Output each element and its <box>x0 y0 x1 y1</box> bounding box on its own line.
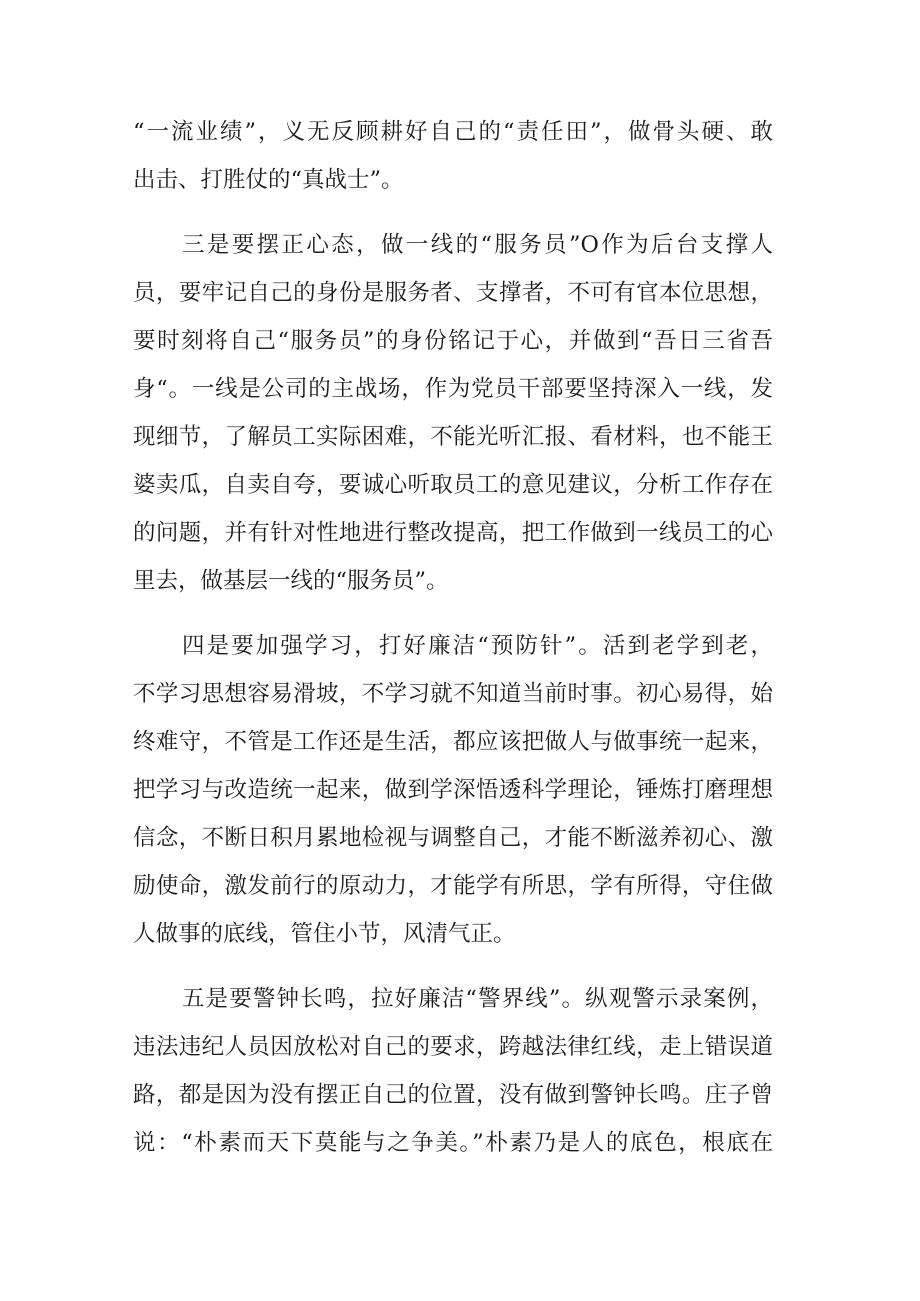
text-line: 终难守，不管是工作还是生活，都应该把做人与做事统一起来， <box>133 729 773 755</box>
text-line: 说：“朴素而天下莫能与之争美。”朴素乃是人的底色，根底在 <box>133 1130 773 1156</box>
paragraph-first-line: 三是要摆正心态，做一线的“服务员”O作为后台支撑人 <box>182 232 773 258</box>
text-line: 违法违纪人员因放松对自己的要求，跨越法律红线，走上错误道 <box>133 1034 773 1060</box>
paragraph-first-line: 五是要警钟长鸣，拉好廉洁“警界线”。纵观警示录案例， <box>182 986 773 1012</box>
text-line: 现细节，了解员工实际困难，不能光听汇报、看材料，也不能王 <box>133 424 773 450</box>
text-line: “一流业绩”，义无反顾耕好自己的“责任田”，做骨头硬、敢 <box>133 119 773 145</box>
text-line: 信念，不断日积月累地检视与调整自己，才能不断滋养初心、激 <box>133 825 773 851</box>
text-line: 里去，做基层一线的“服务员”。 <box>133 568 449 594</box>
paragraph-first-line: 四是要加强学习，打好廉洁“预防针”。活到老学到老， <box>182 633 773 659</box>
text-line: 人做事的底线，管住小节，风清气正。 <box>133 921 516 947</box>
text-line: 励使命，激发前行的原动力，才能学有所思，学有所得，守住做 <box>133 873 773 899</box>
text-line: 的问题，并有针对性地进行整改提高，把工作做到一线员工的心 <box>133 520 773 546</box>
text-line: 员，要牢记自己的身份是服务者、支撑者，不可有官本位思想， <box>133 280 773 306</box>
text-line: 路，都是因为没有摆正自己的位置，没有做到警钟长鸣。庄子曾 <box>133 1082 773 1108</box>
text-line: 出击、打胜仗的“真战士”。 <box>133 167 404 193</box>
text-line: 身“。一线是公司的主战场，作为党员干部要坚持深入一线，发 <box>133 376 773 402</box>
text-line: 婆卖瓜，自卖自夸，要诚心听取员工的意见建议，分析工作存在 <box>133 472 773 498</box>
text-line: 不学习思想容易滑坡，不学习就不知道当前时事。初心易得，始 <box>133 681 773 707</box>
text-line: 要时刻将自己“服务员”的身份铭记于心，并做到“吾日三省吾 <box>133 328 773 354</box>
text-line: 把学习与改造统一起来，做到学深悟透科学理论，锤炼打磨理想 <box>133 777 773 803</box>
